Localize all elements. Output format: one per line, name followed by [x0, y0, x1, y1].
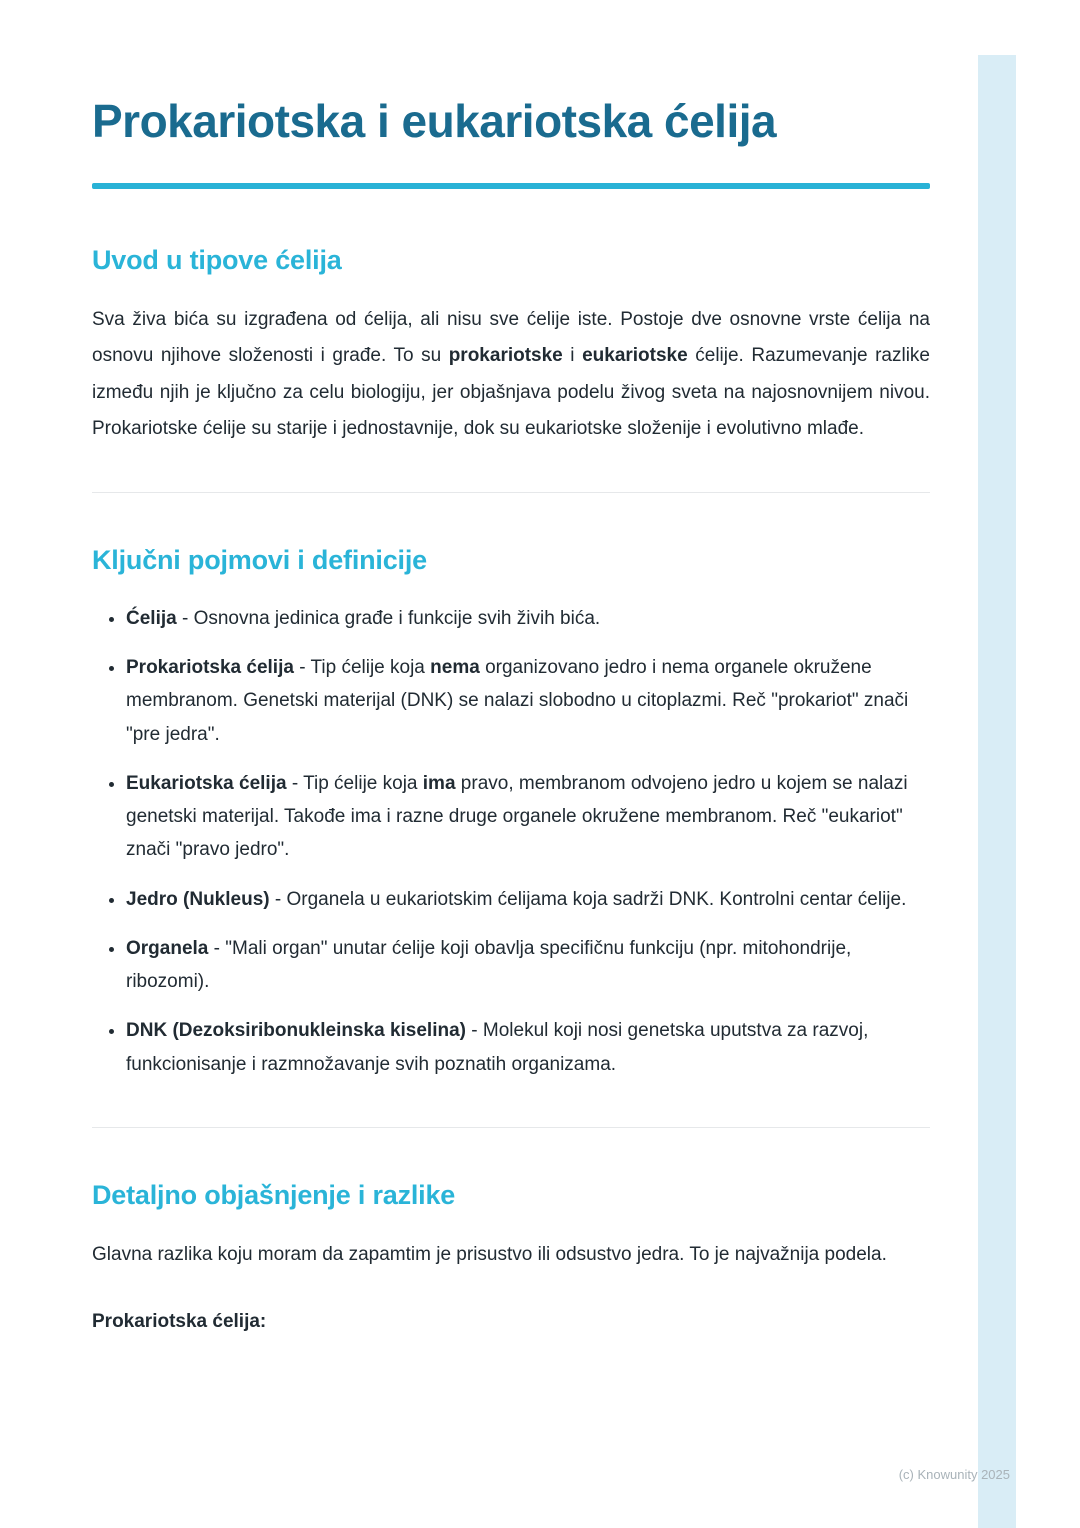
title-underline — [92, 183, 930, 189]
term-emphasis: nema — [430, 657, 480, 678]
intro-bold-prokariotske: prokariotske — [448, 345, 563, 367]
section-heading-key-terms: Ključni pojmovi i definicije — [92, 544, 427, 575]
term-definition: - Tip ćelije koja — [293, 657, 431, 678]
footer-watermark: (c) Knowunity 2025 — [898, 1467, 1010, 1482]
document-page — [92, 0, 930, 1338]
term-name: Jedro (Nukleus) — [126, 888, 270, 910]
section-heading-details: Detaljno objašnjenje i razlike — [92, 1179, 456, 1210]
term-emphasis: ima — [422, 772, 456, 794]
term-definition: - "Mali organ" unutar ćelije koji obavlja specifičnu funkciju (npr. mitohondrije, ribozomi). — [126, 937, 852, 992]
term-name: DNK (Dezoksiribonukleinska kiselina) — [126, 1020, 466, 1042]
term-definition: - Osnovna jedinica građe i funkcije svih živih bića. — [176, 607, 601, 629]
side-accent-bar — [978, 55, 1016, 1528]
list-item — [126, 651, 930, 751]
section-heading-intro: Uvod u tipove ćelija — [92, 244, 342, 275]
list-item — [126, 1014, 930, 1081]
term-name: Prokariotska ćelija — [126, 657, 294, 678]
list-item — [126, 602, 930, 635]
list-item — [126, 767, 930, 867]
intro-text-segment: Sva živa bića su izgrađena od ćelija, ali nisu sve ćelije iste. Postoje dve osnovne vrste ćelija na osnovu njihove složenosti i građe. To su — [92, 308, 930, 367]
intro-text-segment: ćelije. Razumevanje razlike između njih je ključno za celu biologiju, jer objašnjava podelu živog sveta na najosnovnijem nivou. Prokariotske ćelije su starije i jednostavnije, dok su eukariotske složenije i evolutivno mlađe. — [92, 345, 930, 440]
intro-text-segment: i — [562, 345, 583, 367]
term-definition: pravo, membranom odvojeno jedro u kojem se nalazi genetski materijal. Takođe ima i razne druge organele okružene membranom. Reč "eukariot" znači "pravo jedro". — [126, 772, 908, 861]
intro-paragraph — [92, 302, 930, 448]
term-definition: organizovano jedro i nema organele okružene membranom. Genetski materijal (DNK) se nalazi slobodno u citoplazmi. Reč "prokariot" znači "pre jedra". — [126, 657, 909, 745]
term-definition: - Organela u eukariotskim ćelijama koja sadrži DNK. Kontrolni centar ćelije. — [269, 888, 907, 910]
term-definition: - Molekul koji nosi genetska uputstva za razvoj, funkcionisanje i razmnožavanje svih poznatih organizama. — [126, 1020, 869, 1075]
term-definition: - Tip ćelije koja — [286, 772, 423, 794]
details-subheading: Prokariotska ćelija: — [92, 1311, 267, 1333]
term-name: Eukariotska ćelija — [126, 772, 287, 794]
page-title: Prokariotska i eukariotska ćelija — [92, 95, 777, 147]
list-item — [126, 883, 930, 916]
term-name: Ćelija — [126, 607, 177, 629]
intro-bold-eukariotske: eukariotske — [582, 345, 688, 367]
section-divider — [92, 1127, 930, 1128]
term-name: Organela — [126, 937, 209, 959]
details-paragraph: Glavna razlika koju moram da zapamtim je prisustvo ili odsustvo jedra. To je najvažnija podela. — [92, 1243, 887, 1265]
key-terms-list — [92, 602, 930, 1081]
list-item — [126, 932, 930, 999]
section-divider — [92, 492, 930, 493]
